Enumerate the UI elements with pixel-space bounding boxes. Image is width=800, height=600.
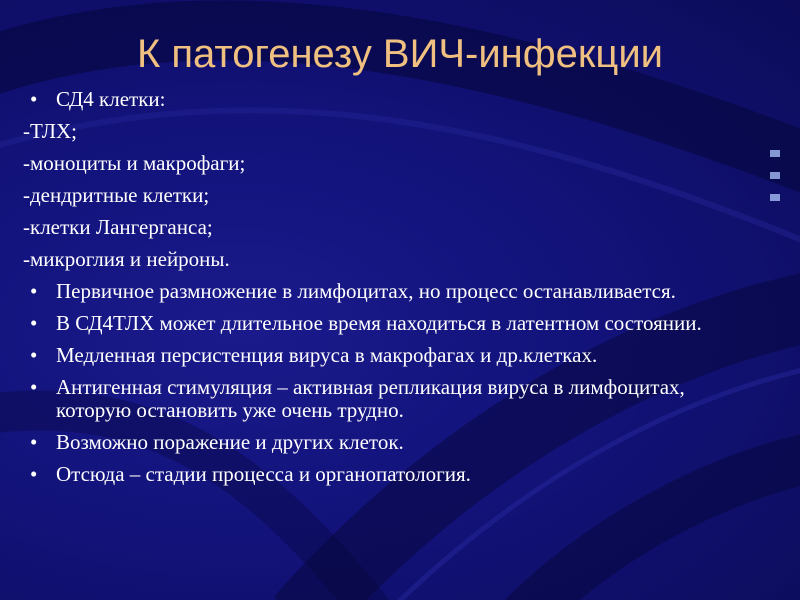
list-item-text: Отсюда – стадии процесса и органопатология. xyxy=(56,462,471,486)
bullet-list-item xyxy=(0,431,760,454)
list-item-text: -микроглия и нейроны. xyxy=(23,247,230,271)
list-item-text: В СД4ТЛХ может длительное время находиться в латентном состоянии. xyxy=(56,311,702,335)
decorative-bar xyxy=(770,172,780,179)
bullet-marker: • xyxy=(30,375,38,399)
bullet-list-item xyxy=(0,312,760,335)
bullet-list-item xyxy=(0,463,760,486)
sub-list-item xyxy=(0,184,760,207)
bullet-marker: • xyxy=(30,462,38,486)
slide-content xyxy=(0,88,760,495)
list-item-text: Антигенная стимуляция – активная репликация вируса в лимфоцитах, которую остановить уже очень трудно. xyxy=(56,375,685,422)
slide-title: К патогенезу ВИЧ-инфекции xyxy=(136,32,664,76)
bullet-marker: • xyxy=(30,279,38,303)
list-item-text: -дендритные клетки; xyxy=(23,183,210,207)
sub-list-item xyxy=(0,216,760,239)
list-item-text: Первичное размножение в лимфоцитах, но процесс останавливается. xyxy=(56,279,676,303)
decorative-bar xyxy=(770,150,780,157)
sub-list-item xyxy=(0,248,760,271)
bullet-list-item xyxy=(0,88,760,111)
decorative-bar xyxy=(770,194,780,201)
bullet-list-item xyxy=(0,280,760,303)
sub-list-item xyxy=(0,120,760,143)
bullet-list-item xyxy=(0,376,760,422)
bullet-marker: • xyxy=(30,311,38,335)
bullet-marker: • xyxy=(30,430,38,454)
list-item-text: -ТЛХ; xyxy=(23,119,78,143)
list-item-text: -клетки Лангерганса; xyxy=(23,215,213,239)
bullet-marker: • xyxy=(30,343,38,367)
sub-list-item xyxy=(0,152,760,175)
list-item-text: Возможно поражение и других клеток. xyxy=(56,430,404,454)
bullet-marker: • xyxy=(30,87,38,111)
list-item-text: СД4 клетки: xyxy=(56,87,166,111)
list-item-text: Медленная персистенция вируса в макрофагах и др.клетках. xyxy=(56,343,598,367)
list-item-text: -моноциты и макрофаги; xyxy=(23,151,246,175)
bullet-list-item xyxy=(0,344,760,367)
